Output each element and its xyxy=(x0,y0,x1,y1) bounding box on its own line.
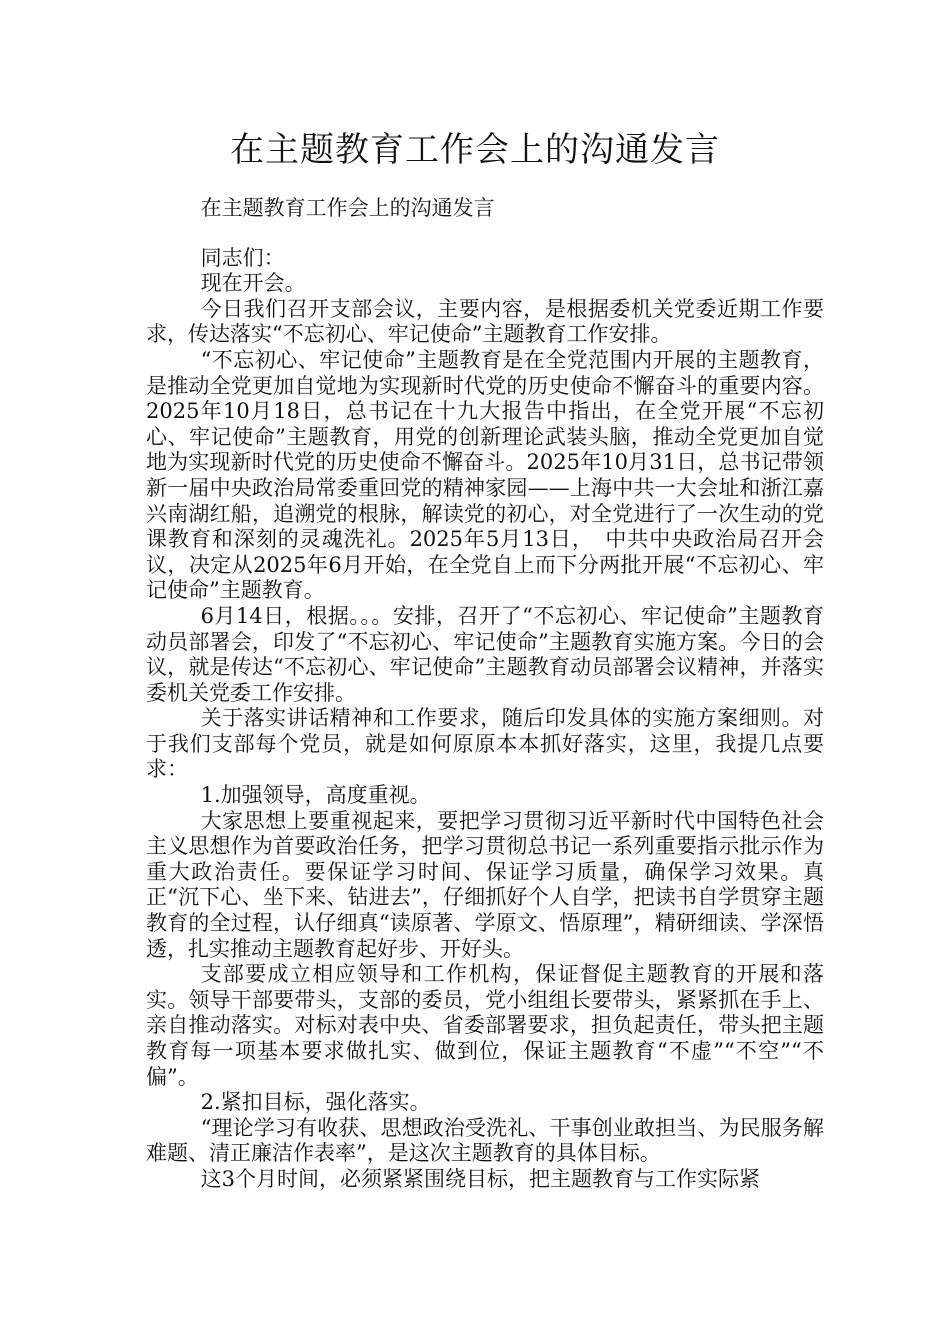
section-heading: 1.加强领导，高度重视。 xyxy=(200,783,431,808)
paragraph: 6月14日，根据。。。安排，召开了“不忘初心、牢记使命”主题教育动员部署会，印发了“不忘初心、牢记使命”主题教育实施方案。今日的会议，就是传达“不忘初心、牢记使命”主题教育动员部署会议精神，并落实委机关党委工作安排。 xyxy=(146,603,824,705)
paragraph: 现在开会。 xyxy=(200,271,306,296)
paragraph: 关于落实讲话精神和工作要求，随后印发具体的实施方案细则。对于我们支部每个党员，就是如何原原本本抓好落实，这里，我提几点要求： xyxy=(146,706,824,782)
paragraph: 这3个月时间，必须紧紧围绕目标，把主题教育与工作实际紧 xyxy=(200,1166,760,1191)
paragraph: “理论学习有收获、思想政治受洗礼、干事创业敢担当、为民服务解难题、清正廉洁作表率”，是这次主题教育的具体目标。 xyxy=(146,1115,824,1166)
salutation: 同志们： xyxy=(200,245,285,270)
paragraph: 今日我们召开支部会议，主要内容，是根据委机关党委近期工作要求，传达落实“不忘初心、牢记使命”主题教育工作安排。 xyxy=(146,296,824,347)
paragraph: 支部要成立相应领导和工作机构，保证督促主题教育的开展和落实。领导干部要带头，支部的委员，党小组组长要带头，紧紧抓在手上、亲自推动落实。对标对表中央、省委部署要求，担负起责任，带头把主题教育每一项基本要求做扎实、做到位，保证主题教育“不虚”“不空”“不偏”。 xyxy=(146,962,824,1089)
document-body xyxy=(146,196,824,1193)
paragraph: 大家思想上要重视起来，要把学习贯彻习近平新时代中国特色社会主义思想作为首要政治任务，把学习贯彻总书记一系列重要指示批示作为重大政治责任。要保证学习时间、保证学习质量，确保学习效果。真正“沉下心、坐下来、钻进去”，仔细抓好个人自学，把读书自学贯穿主题教育的全过程，认仔细真“读原著、学原文、悟原理”，精研细读、学深悟透，扎实推动主题教育起好步、开好头。 xyxy=(146,808,824,961)
paragraph: “不忘初心、牢记使命”主题教育是在全党范围内开展的主题教育，是推动全党更加自觉地为实现新时代党的历史使命不懈奋斗的重要内容。2025年10月18日，总书记在十九大报告中指出，在全党开展“不忘初心、牢记使命”主题教育，用党的创新理论武装头脑，推动全党更加自觉地为实现新时代党的历史使命不懈奋斗。2025年10月31日，总书记带领新一届中央政治局常委重回党的精神家园——上海中共一大会址和浙江嘉兴南湖红船，追溯党的根脉，解读党的初心，对全党进行了一次生动的党课教育和深刻的灵魂洗礼。2025年5月13日， 中共中央政治局召开会议，决定从2025年6月开始，在全党自上而下分两批开展“不忘初心、牢记使命”主题教育。 xyxy=(146,347,824,603)
document-title: 在主题教育工作会上的沟通发言 xyxy=(230,130,720,170)
section-heading: 2.紧扣目标，强化落实。 xyxy=(200,1090,431,1115)
document-subtitle: 在主题教育工作会上的沟通发言 xyxy=(200,196,495,220)
